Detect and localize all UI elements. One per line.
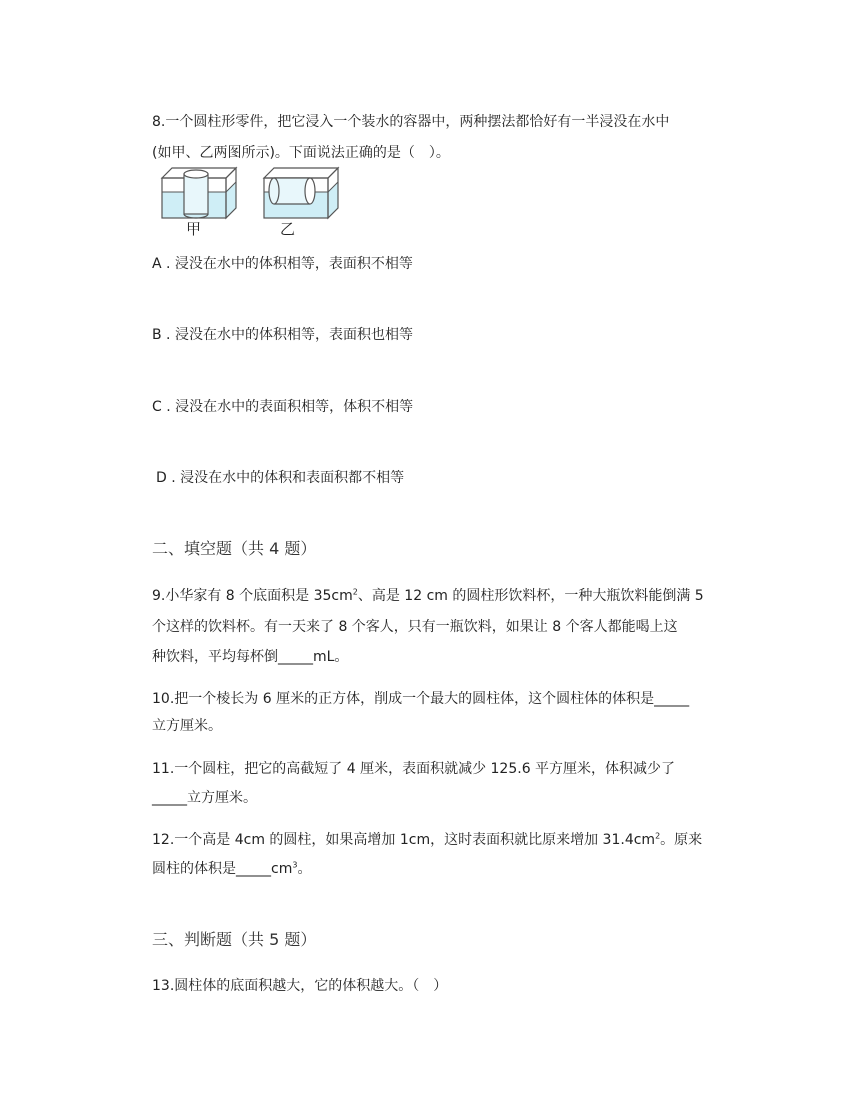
q12-line2-part1: 圆柱的体积是_____cm	[152, 861, 293, 877]
q9-line1-part1: 9.小华家有 8 个底面积是 35cm	[152, 588, 353, 604]
question-9-text-line3: 种饮料，平均每杯倒_____mL。	[152, 649, 349, 665]
container-a-drawing	[162, 168, 236, 218]
option-d: D . 浸没在水中的体积和表面积都不相等	[156, 470, 405, 486]
question-10-text-line2: 立方厘米。	[152, 718, 222, 734]
option-a: A . 浸没在水中的体积相等，表面积不相等	[152, 256, 413, 272]
section-heading-fill-in: 二、填空题（共 4 题）	[152, 539, 317, 558]
figure-label-a: 甲	[186, 220, 202, 238]
q12-line2-superscript: 3	[292, 860, 298, 870]
question-9-text-line1	[152, 586, 704, 606]
q12-line1-superscript: 2	[655, 831, 661, 841]
question-8-text-line2: (如甲、乙两图所示)。下面说法正确的是（ ）。	[152, 145, 450, 161]
question-11-text-line2: _____立方厘米。	[152, 790, 257, 806]
q12-line1-part2: 。原来	[660, 832, 703, 848]
q9-line1-part2: 、高是 12 cm 的圆柱形饮料杯，一种大瓶饮料能倒满 5	[357, 588, 704, 604]
q12-line2-part2: 。	[297, 861, 312, 877]
container-b-drawing	[264, 168, 338, 218]
option-c: C . 浸没在水中的表面积相等，体积不相等	[152, 399, 414, 415]
q9-line1-superscript: 2	[352, 587, 358, 597]
figure-label-b: 乙	[280, 220, 296, 238]
q12-line1-part1: 12.一个高是 4cm 的圆柱，如果高增加 1cm，这时表面积就比原来增加 31.4cm	[152, 832, 656, 848]
question-12-text-line2	[152, 859, 311, 879]
question-11-text-line1: 11.一个圆柱，把它的高截短了 4 厘米，表面积就减少 125.6 平方厘米，体积减少了	[152, 761, 676, 777]
question-12-text-line1	[152, 830, 702, 850]
question-13-text-line1: 13.圆柱体的底面积越大，它的体积越大。（ ）	[152, 978, 448, 994]
question-8-text-line1: 8.一个圆柱形零件，把它浸入一个装水的容器中，两种摆法都恰好有一半浸没在水中	[152, 114, 670, 130]
question-9-text-line2: 个这样的饮料杯。有一天来了 8 个客人，只有一瓶饮料，如果让 8 个客人都能喝上这	[152, 619, 678, 635]
section-heading-true-false: 三、判断题（共 5 题）	[152, 930, 317, 949]
question-10-text-line1: 10.把一个棱长为 6 厘米的正方体，削成一个最大的圆柱体，这个圆柱体的体积是_____	[152, 691, 690, 707]
option-b: B . 浸没在水中的体积相等，表面积也相等	[152, 327, 413, 343]
